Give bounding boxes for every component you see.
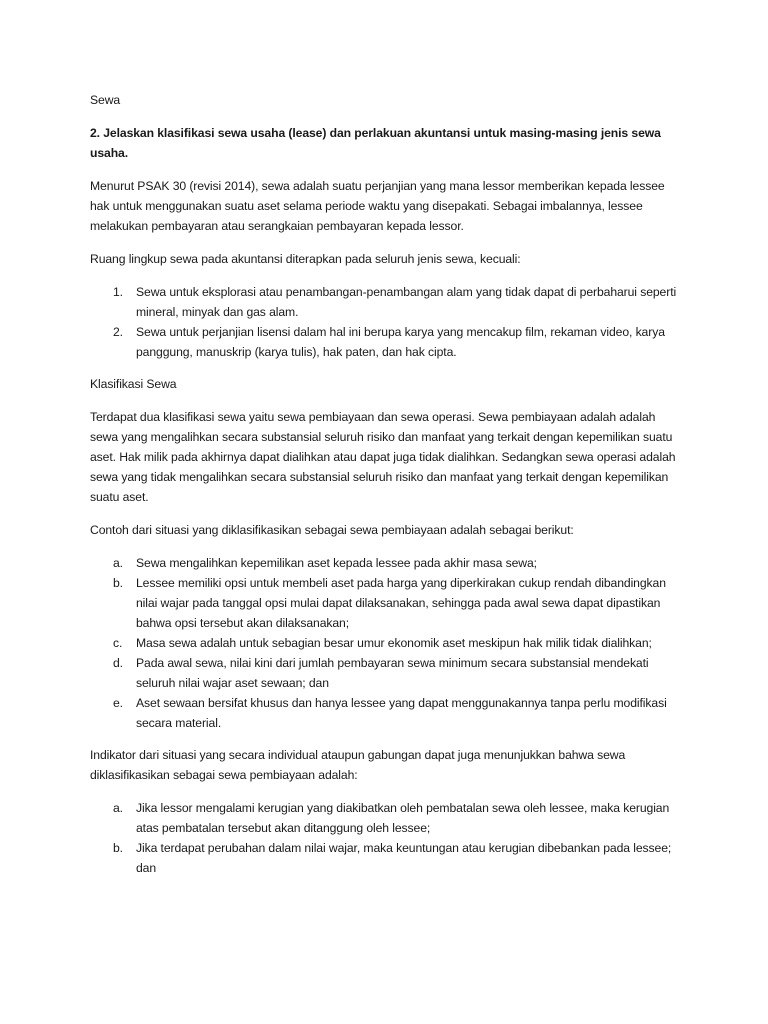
paragraph-indicators-intro: Indikator dari situasi yang secara individual ataupun gabungan dapat juga menunjukkan bahwa sewa diklasifikasikan sebagai sewa pembiayaan adalah: — [90, 748, 626, 782]
list-marker: e. — [113, 696, 123, 710]
indicators-list — [90, 798, 680, 878]
doc-title: Sewa — [90, 93, 121, 107]
list-item — [90, 322, 680, 362]
list-item-text: Masa sewa adalah untuk sebagian besar umur ekonomik aset meskipun hak milik tidak dialihkan; — [136, 636, 652, 650]
list-marker: d. — [113, 656, 123, 670]
examples-list — [90, 553, 680, 733]
list-item — [90, 553, 680, 573]
exceptions-list — [90, 282, 680, 362]
list-item-text: Jika lessor mengalami kerugian yang diakibatkan oleh pembatalan sewa oleh lessee, maka kerugian atas pembatalan tersebut akan ditanggung oleh lessee; — [136, 801, 670, 835]
list-marker: c. — [113, 636, 123, 650]
list-item — [90, 653, 680, 693]
list-marker: b. — [113, 841, 123, 855]
list-marker: 1. — [113, 285, 123, 299]
paragraph-examples-intro: Contoh dari situasi yang diklasifikasikan sebagai sewa pembiayaan adalah sebagai berikut: — [90, 523, 574, 537]
document-body — [90, 90, 680, 890]
list-item-text: Sewa mengalihkan kepemilikan aset kepada lessee pada akhir masa sewa; — [136, 556, 537, 570]
list-item-text: Sewa untuk perjanjian lisensi dalam hal ini berupa karya yang mencakup film, rekaman video, karya panggung, manuskrip (karya tulis), hak paten, dan hak cipta. — [136, 325, 665, 359]
paragraph-scope: Ruang lingkup sewa pada akuntansi diterapkan pada seluruh jenis sewa, kecuali: — [90, 252, 521, 266]
list-item-text: Pada awal sewa, nilai kini dari jumlah pembayaran sewa minimum secara substansial mendekati seluruh nilai wajar aset sewaan; dan — [136, 656, 649, 690]
list-item-text: Sewa untuk eksplorasi atau penambangan-penambangan alam yang tidak dapat di perbaharui seperti mineral, minyak dan gas alam. — [136, 285, 677, 319]
list-item — [90, 282, 680, 322]
list-item-text: Aset sewaan bersifat khusus dan hanya lessee yang dapat menggunakannya tanpa perlu modifikasi secara material. — [136, 696, 667, 730]
list-item-text: Jika terdapat perubahan dalam nilai wajar, maka keuntungan atau kerugian dibebankan pada lessee; dan — [136, 841, 672, 875]
list-marker: b. — [113, 576, 123, 590]
list-item-text: Lessee memiliki opsi untuk membeli aset pada harga yang diperkirakan cukup rendah dibandingkan nilai wajar pada tanggal opsi mulai dapat dilaksanakan, sehingga pada awal sewa dapat dipastikan bahwa opsi tersebut akan dilaksanakan; — [136, 576, 666, 630]
list-item — [90, 693, 680, 733]
list-marker: a. — [113, 556, 123, 570]
list-item — [90, 573, 680, 633]
list-item — [90, 838, 680, 878]
list-item — [90, 798, 680, 838]
list-marker: a. — [113, 801, 123, 815]
list-item — [90, 633, 680, 653]
list-marker: 2. — [113, 325, 123, 339]
question-heading: 2. Jelaskan klasifikasi sewa usaha (lease) dan perlakuan akuntansi untuk masing-masing jenis sewa usaha. — [90, 126, 661, 160]
section-heading: Klasifikasi Sewa — [90, 377, 177, 391]
paragraph-classification: Terdapat dua klasifikasi sewa yaitu sewa pembiayaan dan sewa operasi. Sewa pembiayaan adalah adalah sewa yang mengalihkan secara substansial seluruh risiko dan manfaat yang terkait dengan kepemilikan suatu aset. Hak milik pada akhirnya dapat dialihkan atau dapat juga tidak dialihkan. Sedangkan sewa operasi adalah sewa yang tidak mengalihkan secara substansial seluruh risiko dan manfaat yang terkait dengan kepemilikan suatu aset. — [90, 410, 676, 504]
paragraph-definition: Menurut PSAK 30 (revisi 2014), sewa adalah suatu perjanjian yang mana lessor memberikan kepada lessee hak untuk menggunakan suatu aset selama periode waktu yang disepakati. Sebagai imbalannya, lessee melakukan pembayaran atau serangkaian pembayaran kepada lessor. — [90, 179, 665, 233]
